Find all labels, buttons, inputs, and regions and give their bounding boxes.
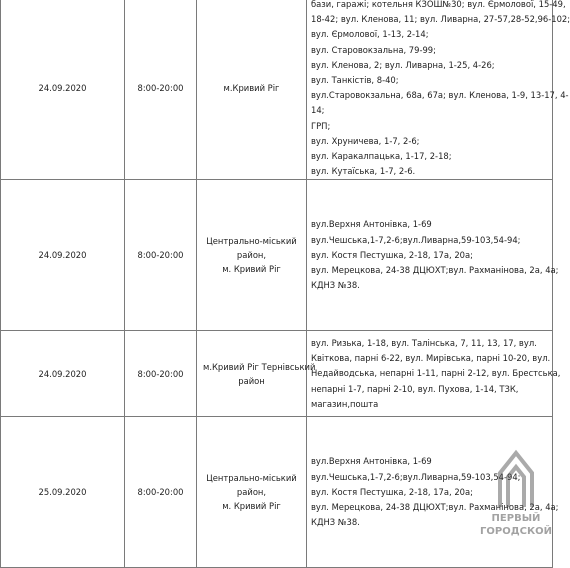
table-row xyxy=(1,417,553,568)
date-cell: 24.09.2020 xyxy=(1,180,125,331)
address-line: Недайводська, непарні 1-11, парні 2-12, вул. Брестська, xyxy=(311,368,561,379)
location-cell xyxy=(197,331,316,417)
watermark-logo xyxy=(480,439,552,537)
addresses-cell xyxy=(307,331,561,417)
date-cell: 24.09.2020 xyxy=(1,0,125,180)
address-line: вул. Кутаїська, 1-7, 2-6. xyxy=(311,166,416,177)
addresses-cell xyxy=(307,0,570,180)
address-line: вул. Єрмолової, 1-13, 2-14; xyxy=(311,29,429,40)
address-line: 14; xyxy=(311,105,325,116)
location-line: Центрально-міський xyxy=(206,236,297,247)
table-row xyxy=(1,331,553,417)
date-cell: 24.09.2020 xyxy=(1,331,125,417)
table-row xyxy=(1,0,553,180)
address-line: вул. Хруничева, 1-7, 2-6; xyxy=(311,135,420,146)
address-line: вул. Каракалпацька, 1-17, 2-18; xyxy=(311,151,452,162)
location-line: м. Кривий Ріг xyxy=(222,501,281,512)
time-cell: 8:00-20:00 xyxy=(125,180,197,331)
address-line: вул.Чешська,1-7,2-6;вул.Ливарна,59-103,54-94; xyxy=(311,471,521,482)
location-line: м. Кривий Ріг xyxy=(222,264,281,275)
bird-logo-icon xyxy=(500,453,532,507)
location-line: м.Кривий Ріг Тернівський xyxy=(203,361,316,372)
address-line: вул. Старовокзальна, 79-99; xyxy=(311,44,436,55)
location-line: район, xyxy=(236,250,267,261)
table-row xyxy=(1,180,553,331)
address-line: вул. Кленова, 2; вул. Ливарна, 1-25, 4-26; xyxy=(311,59,495,70)
address-line: вул. Мерецкова, 24-38 ДЦЮХТ;вул. Рахманінова, 2а, 4а; xyxy=(311,265,559,276)
address-line: вул.Старовокзальна, 68а, 67а; вул. Кленова, 1-9, 13-17, 4- xyxy=(311,90,569,101)
address-line: вул. Костя Пестушка, 2-18, 17а, 20а; xyxy=(311,486,473,497)
address-line: КДНЗ №38. xyxy=(311,280,360,291)
time-cell: 8:00-20:00 xyxy=(125,0,197,180)
address-line: магазин,пошта xyxy=(311,398,379,409)
location-line: Центрально-міський xyxy=(206,473,297,484)
address-line: КДНЗ №38. xyxy=(311,517,360,528)
time-cell: 8:00-20:00 xyxy=(125,417,197,568)
address-line: вул. Танкістів, 8-40; xyxy=(311,75,399,86)
address-line: Квіткова, парні 6-22, вул. Мирівська, парні 10-20, вул. xyxy=(311,353,551,364)
address-line: вул. Мерецкова, 24-38 ДЦЮХТ;вул. Рахманінова, 2а, 4а; xyxy=(311,502,559,513)
watermark-line2: ГОРОДСКОЙ xyxy=(480,526,552,537)
location-line: район, xyxy=(236,487,267,498)
location-line: район xyxy=(238,375,265,386)
address-line: вул.Чешська,1-7,2-6;вул.Ливарна,59-103,54-94; xyxy=(311,234,521,245)
watermark-line1: ПЕРВЫЙ xyxy=(491,513,541,524)
time-cell: 8:00-20:00 xyxy=(125,331,197,417)
address-line: непарні 1-7, парні 2-10, вул. Пухова, 1-14, ТЗК, xyxy=(311,383,519,394)
address-line: вул. Костя Пестушка, 2-18, 17а, 20а; xyxy=(311,249,473,260)
location-cell xyxy=(197,417,307,568)
location-cell xyxy=(197,180,307,331)
location-cell xyxy=(197,0,307,180)
address-line: ГРП; xyxy=(311,120,331,131)
address-line: вул.Верхня Антонівка, 1-69 xyxy=(311,219,432,230)
address-line: вул. Ризька, 1-18, вул. Талінська, 7, 11, 13, 17, вул. xyxy=(311,337,537,348)
address-line: 18-42; вул. Кленова, 11; вул. Ливарна, 27-57,28-52,96-102; xyxy=(311,14,570,25)
address-line: бази, гаражі; котельня КЗОШ№30; вул. Єрмолової, 15-49, xyxy=(311,0,566,9)
date-cell: 25.09.2020 xyxy=(1,417,125,568)
addresses-cell xyxy=(307,180,559,331)
address-line: вул.Верхня Антонівка, 1-69 xyxy=(311,456,432,467)
location-line: м.Кривий Ріг xyxy=(223,83,280,94)
